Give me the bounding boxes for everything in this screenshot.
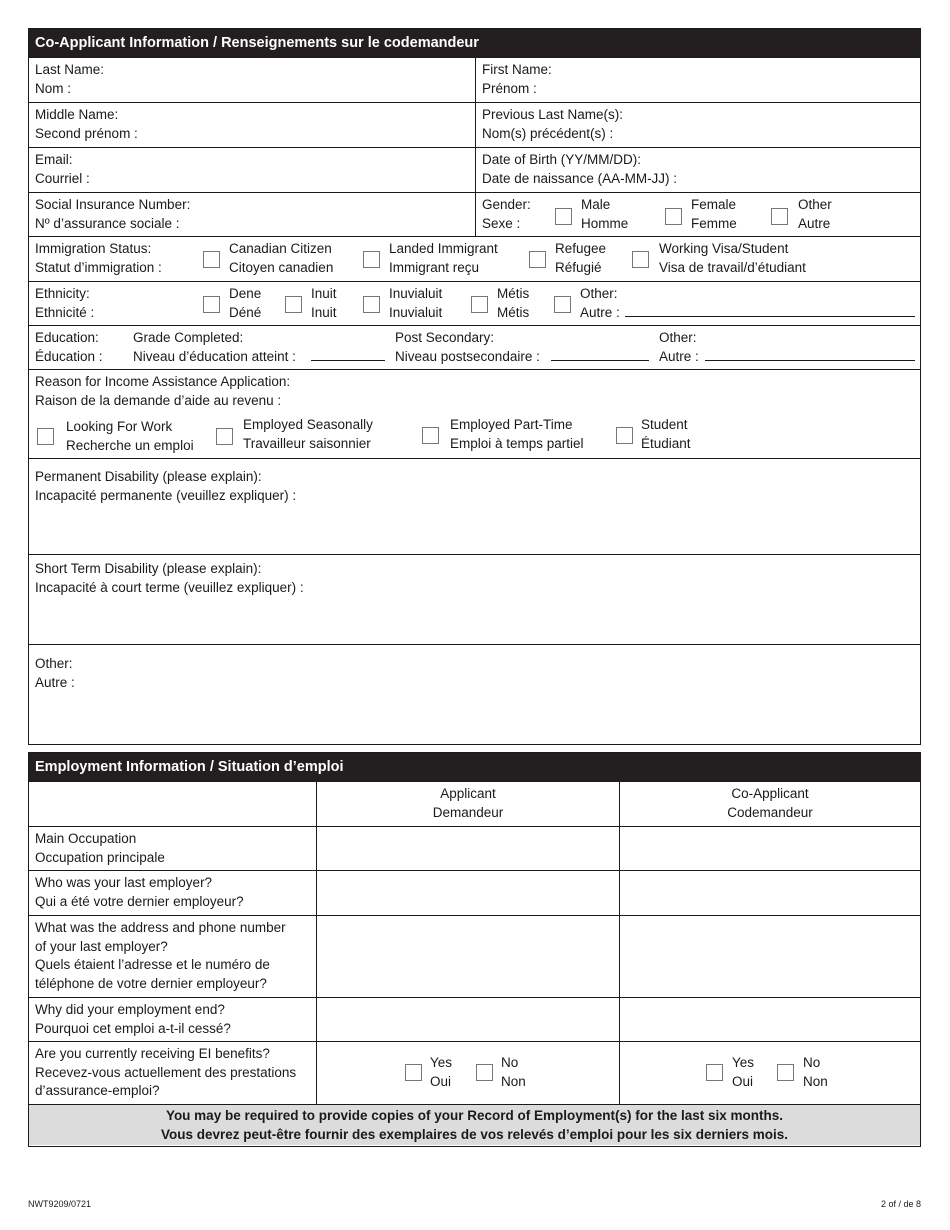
gender-female-checkbox[interactable] xyxy=(665,208,682,225)
permanent-disability-label: Permanent Disability (please explain): xyxy=(35,469,262,484)
first-name-label-fr: Prénom : xyxy=(482,80,537,96)
canadian-citizen-label-fr: Citoyen canadien xyxy=(229,259,334,275)
coapplicant-section xyxy=(28,28,921,745)
short-term-disability-label: Short Term Disability (please explain): xyxy=(35,561,262,576)
refugee-label-fr: Réfugié xyxy=(555,259,602,275)
ethnicity-other-input[interactable] xyxy=(625,316,915,317)
applicant-ei-no-label: No xyxy=(501,1055,519,1070)
applicant-last-employer-input[interactable] xyxy=(317,871,619,915)
middle-name-label-fr: Second prénom : xyxy=(35,125,138,141)
applicant-ei-yes-label: Yes xyxy=(430,1055,453,1070)
education-other-label-fr: Autre : xyxy=(659,348,699,364)
coapplicant-column-header: Co-Applicant xyxy=(731,786,809,801)
applicant-ei-yes-label-fr: Oui xyxy=(430,1073,452,1089)
email-row xyxy=(29,147,920,192)
ethnicity-row xyxy=(29,281,920,325)
employment-column-headers xyxy=(29,781,920,826)
applicant-ei-no-label-fr: Non xyxy=(501,1073,526,1089)
middle-name-label: Middle Name: xyxy=(35,107,119,122)
inuit-checkbox[interactable] xyxy=(285,296,302,313)
inuit-label: Inuit xyxy=(311,286,337,301)
employment-section xyxy=(28,752,921,1147)
immigration-label-fr: Statut d’immigration : xyxy=(35,259,162,275)
date-of-birth-field[interactable] xyxy=(476,148,920,192)
coapplicant-ei-yes-label: Yes xyxy=(732,1055,755,1070)
dene-checkbox[interactable] xyxy=(203,296,220,313)
student-label-fr: Étudiant xyxy=(641,435,691,451)
working-visa-checkbox[interactable] xyxy=(632,251,649,268)
coapplicant-main-occupation-input[interactable] xyxy=(620,827,920,870)
gender-label: Gender: xyxy=(482,197,531,212)
name-row xyxy=(29,57,920,102)
short-term-disability-label-fr: Incapacité à court terme (veuillez expliquer) : xyxy=(35,579,304,595)
form-number: NWT9209/0721 xyxy=(28,1199,92,1209)
gender-label-fr: Sexe : xyxy=(482,215,521,231)
ei-benefits-label-2: Recevez-vous actuellement des prestations xyxy=(35,1064,297,1080)
middle-name-field[interactable] xyxy=(29,103,475,147)
looking-for-work-label: Looking For Work xyxy=(66,419,173,434)
applicant-column-header: Applicant xyxy=(440,786,496,801)
coapplicant-ei-no-label: No xyxy=(803,1055,821,1070)
employed-seasonally-label-fr: Travailleur saisonnier xyxy=(243,435,371,451)
employment-end-label: Why did your employment end? xyxy=(35,1002,225,1017)
main-occupation-label-fr: Occupation principale xyxy=(35,849,165,865)
coapplicant-last-employer-input[interactable] xyxy=(620,871,920,915)
note-line-fr: Vous devrez peut-être fournir des exemplaires de vos relevés d’emploi pour les six derniers mois. xyxy=(161,1126,788,1142)
education-label-fr: Éducation : xyxy=(35,348,103,364)
dene-label-fr: Déné xyxy=(229,304,262,320)
table-row xyxy=(29,870,920,915)
immigration-row xyxy=(29,236,920,281)
employer-address-label-1: What was the address and phone number xyxy=(35,920,286,935)
first-name-field[interactable] xyxy=(476,58,920,102)
last-name-label: Last Name: xyxy=(35,62,105,77)
applicant-ei-yes-checkbox[interactable] xyxy=(405,1064,422,1081)
inuvialuit-label: Inuvialuit xyxy=(389,286,443,301)
coapplicant-ei-yes-checkbox[interactable] xyxy=(706,1064,723,1081)
gender-male-label-fr: Homme xyxy=(581,215,629,231)
employment-header: Employment Information / Situation d’emploi xyxy=(29,753,920,781)
looking-for-work-checkbox[interactable] xyxy=(37,428,54,445)
inuvialuit-checkbox[interactable] xyxy=(363,296,380,313)
inuit-label-fr: Inuit xyxy=(311,304,337,320)
grade-completed-label-fr: Niveau d’éducation atteint : xyxy=(133,348,296,364)
grade-completed-label: Grade Completed: xyxy=(133,330,244,345)
last-employer-label-fr: Qui a été votre dernier employeur? xyxy=(35,893,244,909)
permanent-disability-field[interactable] xyxy=(29,458,920,554)
table-row xyxy=(29,1041,920,1104)
coapplicant-ei-no-checkbox[interactable] xyxy=(777,1064,794,1081)
canadian-citizen-checkbox[interactable] xyxy=(203,251,220,268)
email-field[interactable] xyxy=(29,148,475,192)
education-other-input[interactable] xyxy=(705,360,915,361)
employer-address-label-2: of your last employer? xyxy=(35,938,168,954)
gender-female-label-fr: Femme xyxy=(691,215,737,231)
landed-immigrant-checkbox[interactable] xyxy=(363,251,380,268)
ethnicity-other-checkbox[interactable] xyxy=(554,296,571,313)
employed-part-time-label: Employed Part-Time xyxy=(450,417,573,432)
coapplicant-employment-end-input[interactable] xyxy=(620,998,920,1041)
student-checkbox[interactable] xyxy=(616,427,633,444)
applicant-employment-end-input[interactable] xyxy=(317,998,619,1041)
coapplicant-header: Co-Applicant Information / Renseignements sur le codemandeur xyxy=(29,29,920,57)
main-occupation-label: Main Occupation xyxy=(35,831,137,846)
employer-address-label-fr-2: téléphone de votre dernier employeur? xyxy=(35,975,267,991)
middle-name-row xyxy=(29,102,920,147)
first-name-label: First Name: xyxy=(482,62,552,77)
metis-label: Métis xyxy=(497,286,530,301)
other-field[interactable] xyxy=(29,644,920,743)
applicant-employer-address-input[interactable] xyxy=(317,916,619,997)
record-of-employment-note xyxy=(29,1104,920,1145)
last-name-label-fr: Nom : xyxy=(35,80,72,96)
coapplicant-ei-no-label-fr: Non xyxy=(803,1073,828,1089)
coapplicant-column-header-fr: Codemandeur xyxy=(727,804,813,820)
table-row xyxy=(29,826,920,870)
gender-male-checkbox[interactable] xyxy=(555,208,572,225)
last-name-field[interactable] xyxy=(29,58,475,102)
refugee-checkbox[interactable] xyxy=(529,251,546,268)
sin-label: Social Insurance Number: xyxy=(35,197,191,212)
ethnicity-other-label-fr: Autre : xyxy=(580,304,620,320)
looking-for-work-label-fr: Recherche un emploi xyxy=(66,437,194,453)
employer-address-label-fr-1: Quels étaient l’adresse et le numéro de xyxy=(35,957,270,972)
employed-part-time-label-fr: Emploi à temps partiel xyxy=(450,435,584,451)
ei-benefits-label-3: d’assurance-emploi? xyxy=(35,1083,160,1098)
applicant-ei-no-checkbox[interactable] xyxy=(476,1064,493,1081)
last-employer-label: Who was your last employer? xyxy=(35,875,213,890)
email-label: Email: xyxy=(35,152,73,167)
canadian-citizen-label: Canadian Citizen xyxy=(229,241,332,256)
short-term-disability-field[interactable] xyxy=(29,554,920,644)
immigration-label: Immigration Status: xyxy=(35,241,152,256)
gender-male-label: Male xyxy=(581,197,611,212)
gender-other-label-fr: Autre xyxy=(798,215,831,231)
other-label: Other: xyxy=(35,656,73,671)
ethnicity-label: Ethnicity: xyxy=(35,286,90,301)
dene-label: Dene xyxy=(229,286,262,301)
gender-other-checkbox[interactable] xyxy=(771,208,788,225)
landed-immigrant-label: Landed Immigrant xyxy=(389,241,498,256)
metis-checkbox[interactable] xyxy=(471,296,488,313)
education-label: Education: xyxy=(35,330,99,345)
landed-immigrant-label-fr: Immigrant reçu xyxy=(389,259,480,275)
post-secondary-label-fr: Niveau postsecondaire : xyxy=(395,348,540,364)
other-label-fr: Autre : xyxy=(35,674,75,690)
gender-female-label: Female xyxy=(691,197,737,212)
coapplicant-ei-yes-label-fr: Oui xyxy=(732,1073,754,1089)
refugee-label: Refugee xyxy=(555,241,607,256)
employment-end-label-fr: Pourquoi cet emploi a-t-il cessé? xyxy=(35,1020,231,1036)
employed-part-time-checkbox[interactable] xyxy=(422,427,439,444)
page-number: 2 of / de 8 xyxy=(880,1199,921,1209)
applicant-main-occupation-input[interactable] xyxy=(317,827,619,870)
permanent-disability-label-fr: Incapacité permanente (veuillez expliquer) : xyxy=(35,487,297,503)
previous-last-names-field[interactable] xyxy=(476,103,920,147)
post-secondary-input[interactable] xyxy=(551,360,649,361)
previous-names-label-fr: Nom(s) précédent(s) : xyxy=(482,125,614,141)
metis-label-fr: Métis xyxy=(497,304,530,320)
education-other-label: Other: xyxy=(659,330,697,345)
reason-row xyxy=(29,369,920,458)
reason-label: Reason for Income Assistance Application: xyxy=(35,374,291,389)
note-line-en: You may be required to provide copies of your Record of Employment(s) for the last six months. xyxy=(165,1108,784,1123)
grade-completed-input[interactable] xyxy=(311,360,385,361)
dob-label-fr: Date de naissance (AA-MM-JJ) : xyxy=(482,170,678,186)
ethnicity-label-fr: Ethnicité : xyxy=(35,304,95,320)
previous-names-label: Previous Last Name(s): xyxy=(482,107,624,122)
email-label-fr: Courriel : xyxy=(35,170,90,186)
post-secondary-label: Post Secondary: xyxy=(395,330,495,345)
gender-other-label: Other xyxy=(798,197,832,212)
student-label: Student xyxy=(641,417,688,432)
employed-seasonally-label: Employed Seasonally xyxy=(243,417,373,432)
sin-field[interactable] xyxy=(29,193,475,236)
employed-seasonally-checkbox[interactable] xyxy=(216,428,233,445)
ethnicity-other-label: Other: xyxy=(580,286,618,301)
ei-benefits-label-1: Are you currently receiving EI benefits? xyxy=(35,1046,270,1061)
dob-label: Date of Birth (YY/MM/DD): xyxy=(482,152,642,167)
coapplicant-employer-address-input[interactable] xyxy=(620,916,920,997)
applicant-column-header-fr: Demandeur xyxy=(432,804,504,820)
reason-label-fr: Raison de la demande d’aide au revenu : xyxy=(35,392,282,408)
education-row xyxy=(29,325,920,369)
working-visa-label: Working Visa/Student xyxy=(659,241,789,256)
working-visa-label-fr: Visa de travail/d’étudiant xyxy=(659,259,806,275)
sin-gender-row xyxy=(29,192,920,236)
table-row xyxy=(29,997,920,1041)
table-row xyxy=(29,915,920,997)
sin-label-fr: Nº d’assurance sociale : xyxy=(35,215,180,231)
inuvialuit-label-fr: Inuvialuit xyxy=(389,304,443,320)
